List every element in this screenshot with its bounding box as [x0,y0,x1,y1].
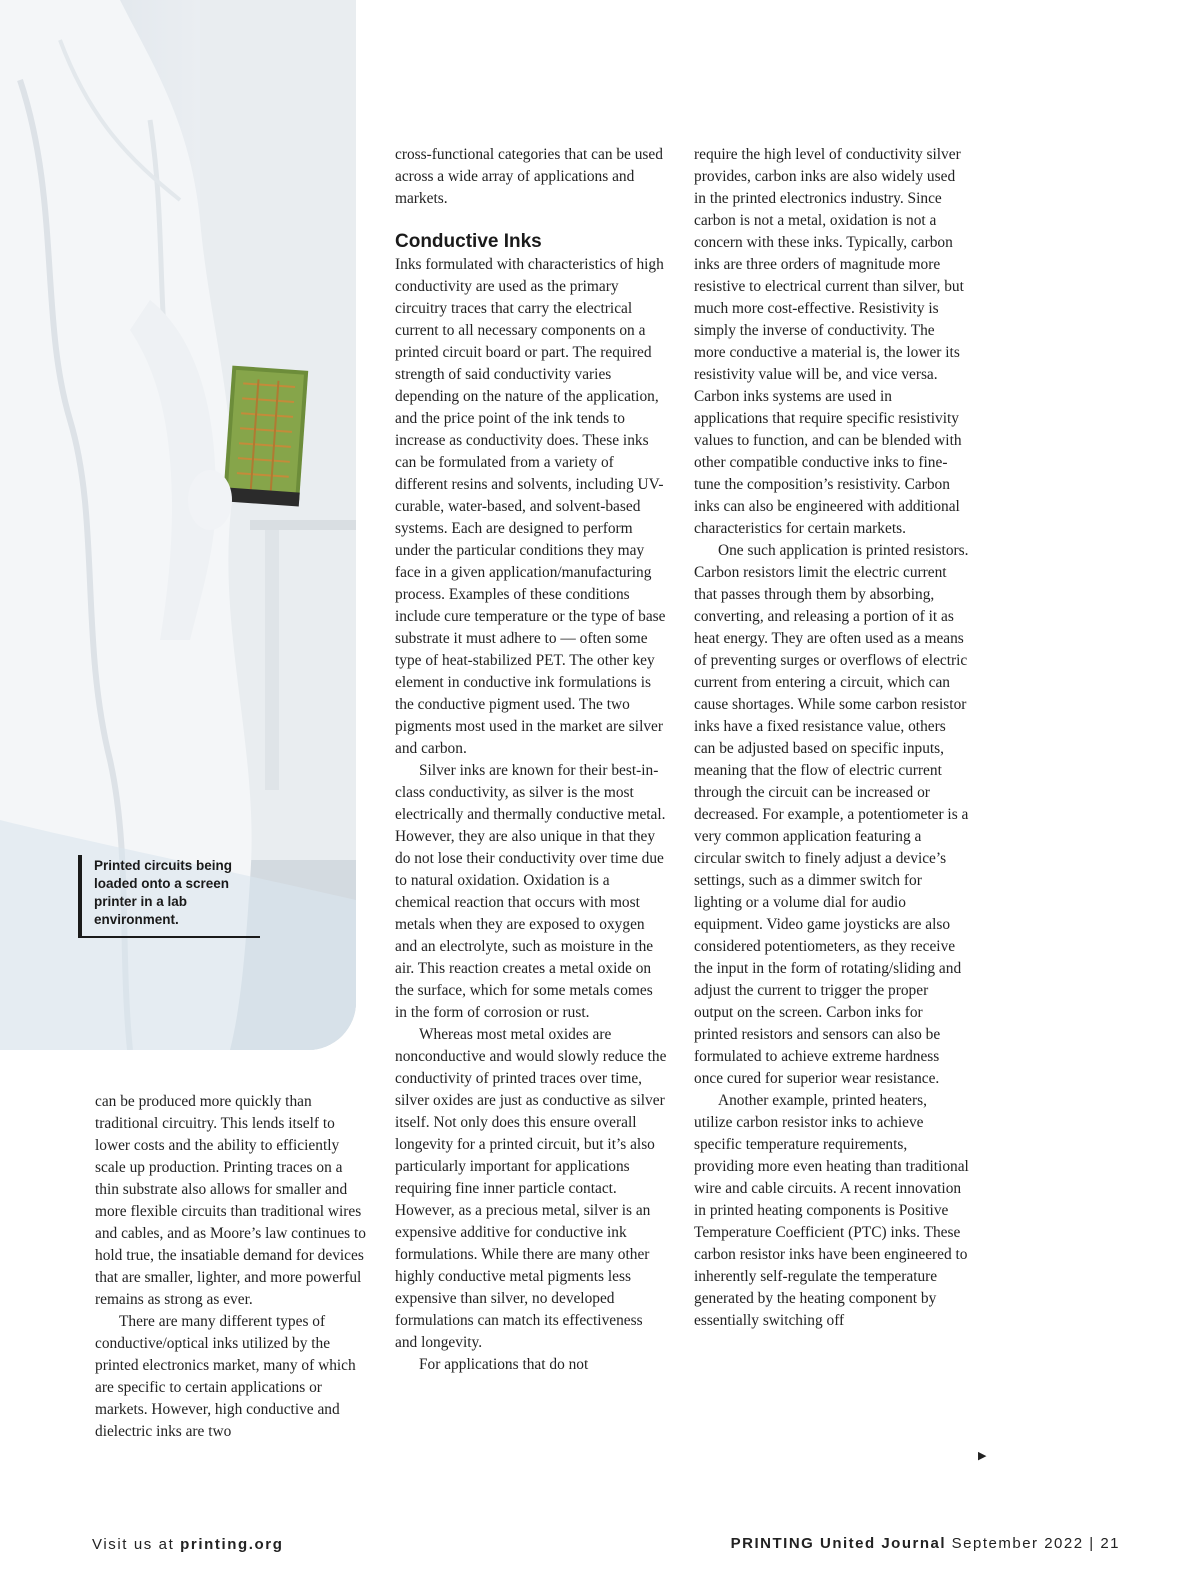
col3-paragraph-3: Another example, printed heaters, utilize carbon resistor inks to achieve specific temperature requirements, providing more even heating than traditional wire and cable circuits. A recent innovation in printed heating components is Positive Temperature Coefficient (PTC) inks. These carbon resistor inks have been engineered to inherently self-regulate the temperature generated by the heating component by essentially switching off [694,1092,969,1329]
col1-paragraph-2: There are many different types of conductive/optical inks utilized by the printed electronics market, many of which are specific to certain applications or markets. However, high conductive and dielectric inks are two [95,1313,356,1440]
footer-visit-text: Visit us at [92,1536,181,1553]
footer-journal-title: PRINTING United Journal [730,1535,946,1552]
footer-issue-date: September 2022 [946,1535,1084,1552]
col2-paragraph-2: Silver inks are known for their best-in-class conductivity, as silver is the most electrically and thermally conductive metal. However, they are also unique in that they do not lose their conductivity over time due to natural oxidation. Oxidation is a chemical reaction that occurs with most metals when they are exposed to oxygen and an electrolyte, such as moisture in the air. This reaction creates a metal oxide on the surface, which for some metals comes in the form of corrosion or rust. [395,762,666,1021]
footer-separator: | [1083,1535,1101,1552]
section-heading-conductive-inks: Conductive Inks [395,231,542,252]
col3-paragraph-1: require the high level of conductivity silver provides, carbon inks are also widely used in the printed electronics industry. Since carbon is not a metal, oxidation is not a concern with these inks. Typically, carbon inks are three orders of magnitude more resistive to electrical current than silver, but much more cost-effective. Resistivity is simply the inverse of conductivity. The more conductive a material is, the lower its resistivity value will be, and vice versa. Carbon inks systems are used in applications that require specific resistivity values to function, and can be blended with other compatible conductive inks to fine-tune the composition’s resistivity. Carbon inks can also be engineered with additional characteristics for certain markets. [694,146,964,537]
footer-website [92,1536,283,1553]
text-column-2 [395,144,667,1376]
col1-paragraph-1: can be produced more quickly than traditional circuitry. This lends itself to lower costs and the ability to efficiently scale up production. Printing traces on a thin substrate also allows for smaller and more flexible circuits than traditional wires and cables, and as Moore’s law continues to hold true, the insatiable demand for devices that are smaller, lighter, and more powerful remains as strong as ever. [95,1093,366,1308]
col2-intro: cross-functional categories that can be used across a wide array of applications and markets. [395,146,663,207]
text-column-3 [694,144,969,1332]
col2-paragraph-4: For applications that do not [419,1356,589,1373]
footer-site-link[interactable]: printing.org [180,1536,284,1553]
photo-caption: Printed circuits being loaded onto a screen printer in a lab environment. [78,855,260,938]
col3-paragraph-2: One such application is printed resistors. Carbon resistors limit the electric current that passes through them by absorbing, converting, and releasing a portion of it as heat energy. They are often used as a means of preventing surges or overflows of electric current from entering a circuit, which can cause shortages. While some carbon resistor inks have a fixed resistance value, others can be adjusted based on specific inputs, meaning that the flow of electric current through the circuit can be increased or decreased. For example, a potentiometer is a very common application featuring a circular switch to finely adjust a device’s settings, such as a dimmer switch for lighting or a volume dial for audio equipment. Video game joysticks are also considered potentiometers, as they receive the input in the form of rotating/sliding and adjust the current to trigger the proper output on the screen. Carbon inks for printed resistors and sensors can also be formulated to achieve extreme hardness once cured for superior wear resistance. [694,542,969,1087]
footer-publication [731,1535,1120,1552]
continue-arrow-icon: ▶ [978,1449,987,1462]
col2-paragraph-1: Inks formulated with characteristics of high conductivity are used as the primary circuitry traces that carry the electrical current to all necessary components on a printed circuit board or part. The required strength of said conductivity varies depending on the nature of the application, and the price point of the ink tends to increase as conductivity does. These inks can be formulated from a variety of different resins and solvents, including UV-curable, water-based, and solvent-based systems. Each are designed to perform under the particular conditions they may face in a given application/manufacturing process. Examples of these conditions include cure temperature or the type of base substrate it must adhere to — often some type of heat-stabilized PET. The other key element in conductive ink formulations is the conductive pigment used. The two pigments most used in the market are silver and carbon. [395,256,666,757]
col2-paragraph-3: Whereas most metal oxides are nonconductive and would slowly reduce the conductivity of printed traces over time, silver oxides are just as conductive as silver itself. Not only does this ensure overall longevity for a printed circuit, but it’s also particularly important for applications requiring fine inner particle contact. However, as a precious metal, silver is an expensive additive for conductive ink formulations. While there are many other highly conductive metal pigments less expensive than silver, no developed formulations can match its effectiveness and longevity. [395,1026,667,1351]
text-column-1 [95,1091,367,1443]
page-number: 21 [1100,1535,1120,1552]
